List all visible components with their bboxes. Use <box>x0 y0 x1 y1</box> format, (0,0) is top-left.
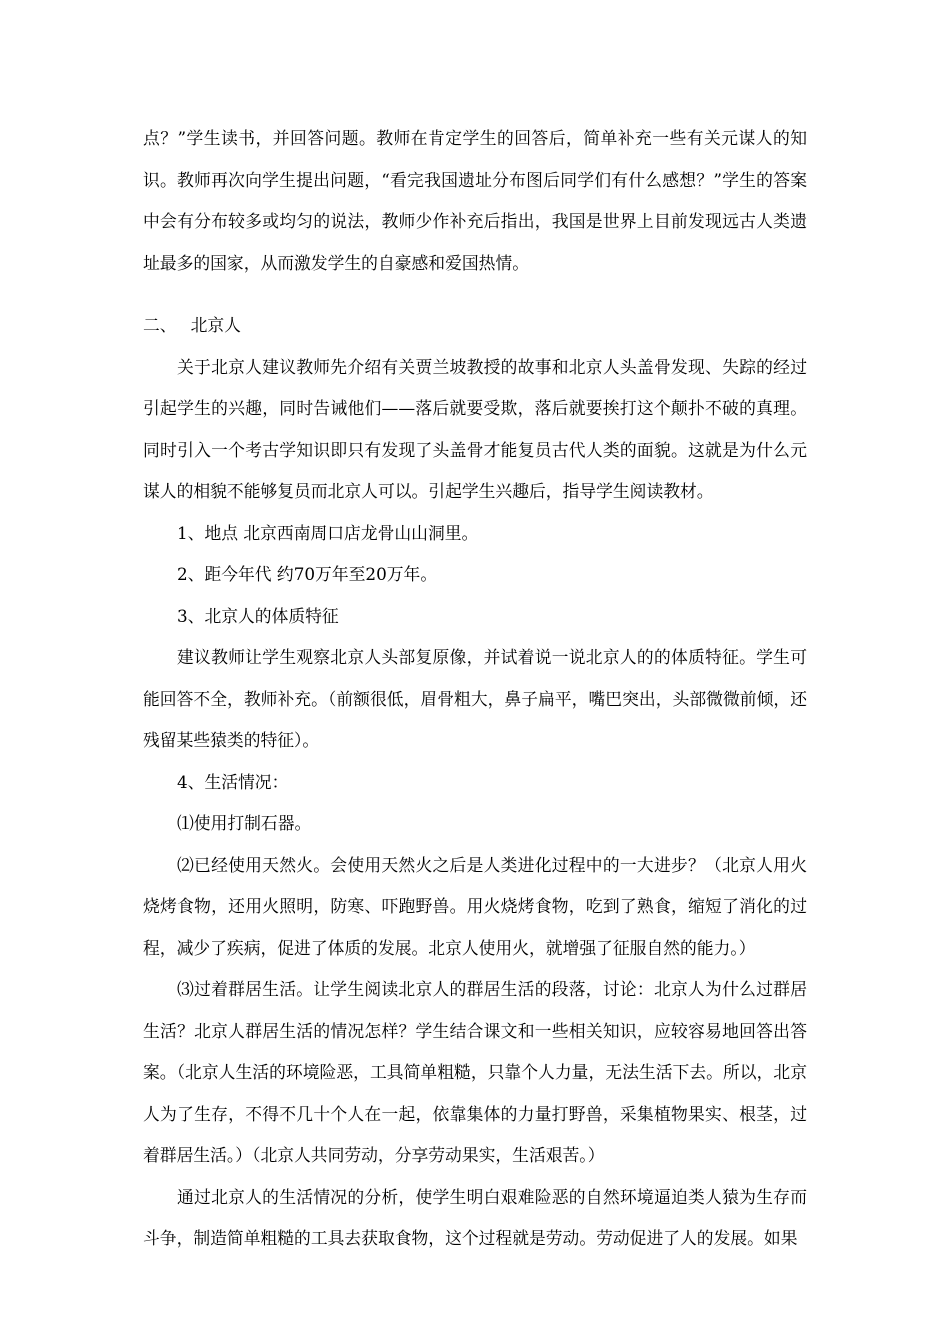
sub-item-fire: ⑵已经使用天然火。会使用天然火之后是人类进化过程中的一大进步？（北京人用火烧烤食物，还用火照明，防寒、吓跑野兽。用火烧烤食物，吃到了熟食，缩短了消化的过程，减少了疾病，促进了体质的发展。北京人使用火，就增强了征服自然的能力。） <box>143 854 807 958</box>
section-title: 北京人 <box>190 315 241 335</box>
list-item-life: 4、生活情况： <box>177 771 289 792</box>
paragraph-physical-traits: 建议教师让学生观察北京人头部复原像，并试着说一说北京人的的体质特征。学生可能回答不全，教师补充。（前额很低，眉骨粗大，鼻子扁平，嘴巴突出，头部微微前倾，还残留某些猿类的特征）。 <box>143 647 807 750</box>
list-item-location: 1、地点 北京西南周口店龙骨山山洞里。 <box>177 522 479 543</box>
sub-item-stone-tools: ⑴使用打制石器。 <box>177 813 312 833</box>
paragraph-intro: 关于北京人建议教师先介绍有关贾兰坡教授的故事和北京人头盖骨发现、失踪的经过引起学生的兴趣，同时告诫他们——落后就要受欺，落后就要挨打这个颠扑不破的真理。同时引入一个考古学知识即只有发现了头盖骨才能复员古代人类的面貌。这就是为什么元谋人的相貌不能够复员而北京人可以。引起学生兴趣后，指导学生阅读教材。 <box>143 356 807 501</box>
section-number: 二、 <box>143 315 177 335</box>
paragraph-conclusion: 通过北京人的生活情况的分析，使学生明白艰难险恶的自然环境逼迫类人猿为生存而斗争，制造简单粗糙的工具去获取食物，这个过程就是劳动。劳动促进了人的发展。如果 <box>143 1186 807 1248</box>
sub-item-group-living: ⑶过着群居生活。让学生阅读北京人的群居生活的段落，讨论：北京人为什么过群居生活？北京人群居生活的情况怎样？学生结合课文和一些相关知识，应较容易地回答出答案。（北京人生活的环境险恶，工具简单粗糙，只靠个人力量，无法生活下去。所以，北京人为了生存，不得不几十个人在一起，依靠集体的力量打野兽，采集植物果实、根茎，过着群居生活。）（北京人共同劳动，分享劳动果实，生活艰苦。） <box>143 979 807 1165</box>
list-item-physical: 3、北京人的体质特征 <box>177 605 339 626</box>
section-heading <box>143 305 807 347</box>
paragraph-continued: 点？”学生读书，并回答问题。教师在肯定学生的回答后，简单补充一些有关元谋人的知识。教师再次向学生提出问题，“看完我国遗址分布图后同学们有什么感想？”学生的答案中会有分布较多或均匀的说法，教师少作补充后指出，我国是世界上目前发现远古人类遗址最多的国家，从而激发学生的自豪感和爱国热情。 <box>143 128 807 273</box>
list-item-age: 2、距今年代 约70万年至20万年。 <box>177 564 438 584</box>
